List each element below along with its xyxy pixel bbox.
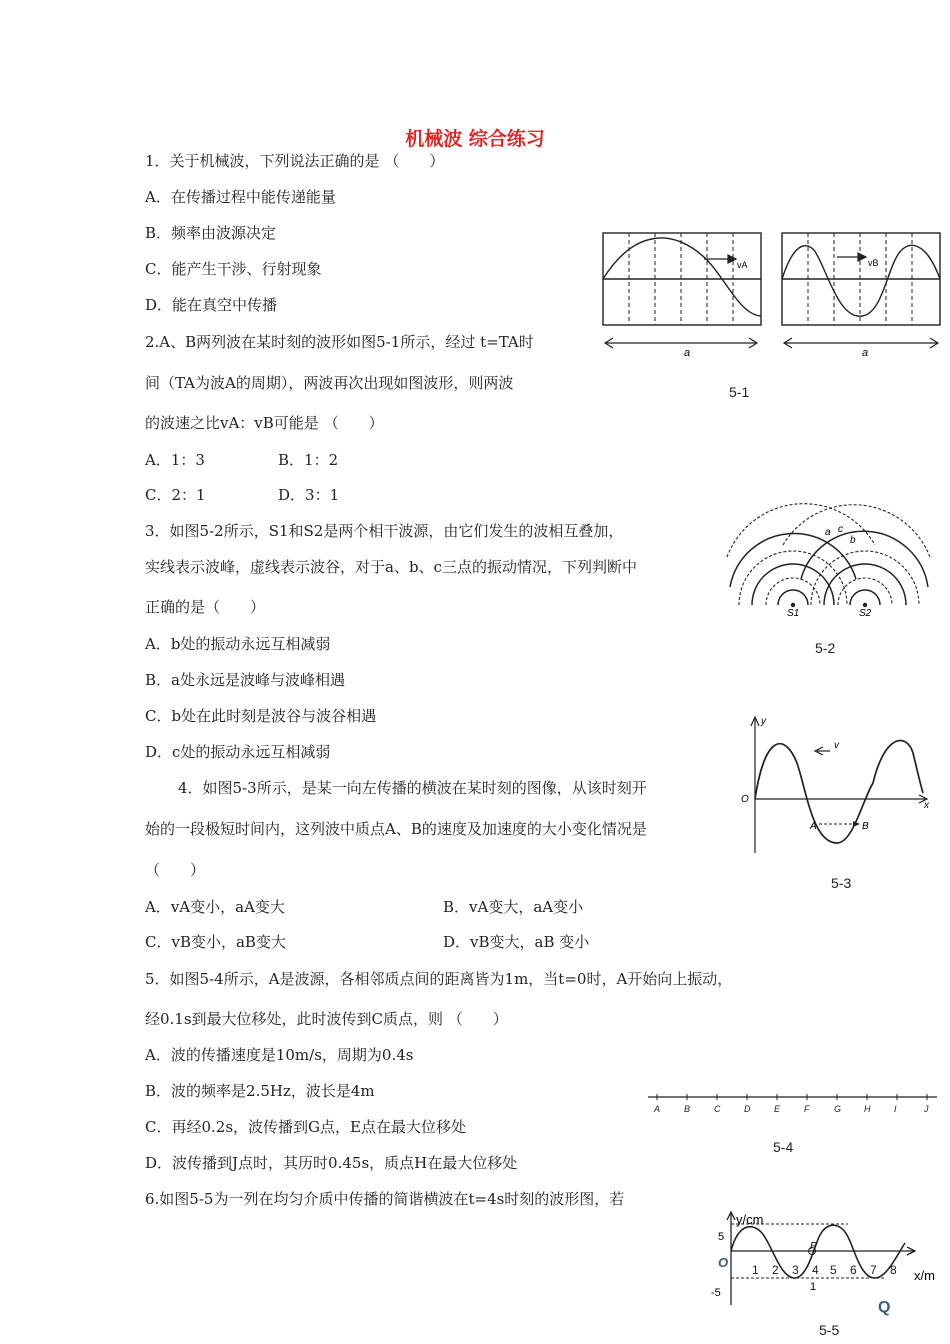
fig55-tick-label: 5 [830,1263,837,1277]
fig54-point-label: A [654,1104,661,1114]
figure-5-4 [645,1088,940,1118]
fig52-s1-label: S1 [787,608,800,619]
figure-5-5 [700,1205,945,1340]
q4-option-d: D．vB变大，aB 变小 [443,933,590,951]
fig54-caption: 5-4 [773,1139,794,1155]
q1-option-a: A．在传播过程中能传递能量 [145,188,336,206]
fig53-v-label: v [834,740,839,751]
q4-option-c: C．vB变小，aB变大 [145,933,286,951]
page-title: 机械波 综合练习 [405,128,545,150]
fig55-tick-label: 2 [772,1263,779,1277]
fig54-point-label: H [864,1104,871,1114]
q1-option-b: B．频率由波源决定 [145,224,277,242]
q4-line-1: 4．如图5-3所示，是某一向左传播的横波在某时刻的图像，从该时刻开 [178,779,647,797]
q4-option-b: B．vA变大，aA变小 [443,898,584,916]
q2-option-b: B．1：2 [278,451,339,469]
fig55-y-neg: -5 [711,1287,721,1299]
fig53-a-label: A [810,821,817,832]
fig54-point-label: B [684,1104,691,1114]
fig54-point-label: I [894,1104,897,1114]
q5-line-2: 经0.1s到最大位移处，此时波传到C质点，则 （ ） [145,1010,508,1028]
q3-line-2: 实线表示波峰，虚线表示波谷，对于a、b、c三点的振动情况，下列判断中 [145,558,637,576]
fig54-point-label: J [924,1104,929,1114]
fig55-caption: 5-5 [819,1322,840,1338]
fig51-a-right: a [862,347,869,359]
q5-option-b: B．波的频率是2.5Hz，波长是4m [145,1082,375,1100]
fig53-b-label: B [862,821,869,832]
fig55-ylabel: y/cm [736,1212,764,1227]
fig51-va-label: vA [737,260,748,270]
fig55-one-below: 1 [810,1281,817,1293]
q4-line-2: 始的一段极短时间内，这列波中质点A、B的速度及加速度的大小变化情况是 [145,820,647,838]
figure-5-3 [735,713,935,858]
fig53-y-label: y [761,716,766,727]
q2-option-c: C．2：1 [145,486,206,504]
fig55-tick-label: 1 [752,1263,759,1277]
fig55-tick-label: 7 [870,1263,877,1277]
fig52-s2-label: S2 [859,608,872,619]
fig53-x-label: x [924,800,929,811]
fig55-xlabel: x/m [914,1268,935,1283]
q2-line-2: 间（TA为波A的周期），两波再次出现如图波形，则两波 [145,374,514,392]
fig52-c-label: c [838,524,843,535]
fig55-tick-label: 8 [890,1263,897,1277]
q2-option-a: A．1：3 [145,451,205,469]
q3-option-d: D．c处的振动永远互相减弱 [145,743,331,761]
fig51-caption: 5-1 [729,384,750,400]
fig53-origin-label: O [741,794,749,805]
fig54-point-label: G [834,1104,842,1114]
q5-option-c: C．再经0.2s，波传播到G点，E点在最大位移处 [145,1118,466,1136]
fig55-y-pos: 5 [718,1231,725,1243]
q3-option-a: A．b处的振动永远互相减弱 [145,635,331,653]
q5-option-a: A．波的传播速度是10m/s，周期为0.4s [145,1046,414,1064]
q4-option-a: A．vA变小，aA变大 [145,898,285,916]
fig55-tick-label: 6 [850,1263,857,1277]
q1-stem: 1．关于机械波，下列说法正确的是 （ ） [145,152,445,170]
q2-line-3: 的波速之比vA：vB可能是 （ ） [145,414,384,432]
q6-stem: 6.如图5-5为一列在均匀介质中传播的简谐横波在t=4s时刻的波形图，若 [145,1190,625,1208]
q2-line-1: 2.A、B两列波在某时刻的波形如图5-1所示，经过 t=TA时 [145,333,534,351]
q3-option-c: C．b处在此时刻是波谷与波谷相遇 [145,707,377,725]
fig55-tick-label: 3 [792,1263,799,1277]
fig53-caption: 5-3 [831,875,852,891]
q5-line-1: 5．如图5-4所示，A是波源，各相邻质点间的距离皆为1m，当t=0时，A开始向上振动， [145,970,733,988]
figure-5-1 [600,230,945,365]
fig52-caption: 5-2 [815,640,836,656]
figure-5-2 [725,517,930,622]
fig55-q-label: Q [878,1299,891,1316]
fig55-p-label: P [810,1241,817,1252]
fig54-point-label: D [744,1104,751,1114]
fig52-b-label: b [850,535,856,546]
fig54-point-label: F [804,1104,810,1114]
q5-option-d: D．波传播到J点时，其历时0.45s，质点H在最大位移处 [145,1154,518,1172]
fig55-origin: O [718,1255,729,1270]
fig51-vb-label: vB [868,258,879,268]
fig54-point-label: C [714,1104,721,1114]
q2-option-d: D．3：1 [278,486,340,504]
fig51-a-left: a [684,347,691,359]
q1-option-d: D．能在真空中传播 [145,296,278,314]
q4-line-3: （ ） [145,861,206,879]
fig52-a-label: a [825,527,831,538]
q3-option-b: B．a处永远是波峰与波峰相遇 [145,671,345,689]
q3-line-1: 3．如图5-2所示，S1和S2是两个相干波源，由它们发生的波相互叠加， [145,522,624,540]
q1-option-c: C．能产生干涉、行射现象 [145,260,322,278]
q3-line-3: 正确的是（ ） [145,598,266,616]
fig54-point-label: E [774,1104,781,1114]
fig55-tick-label: 4 [812,1263,819,1277]
